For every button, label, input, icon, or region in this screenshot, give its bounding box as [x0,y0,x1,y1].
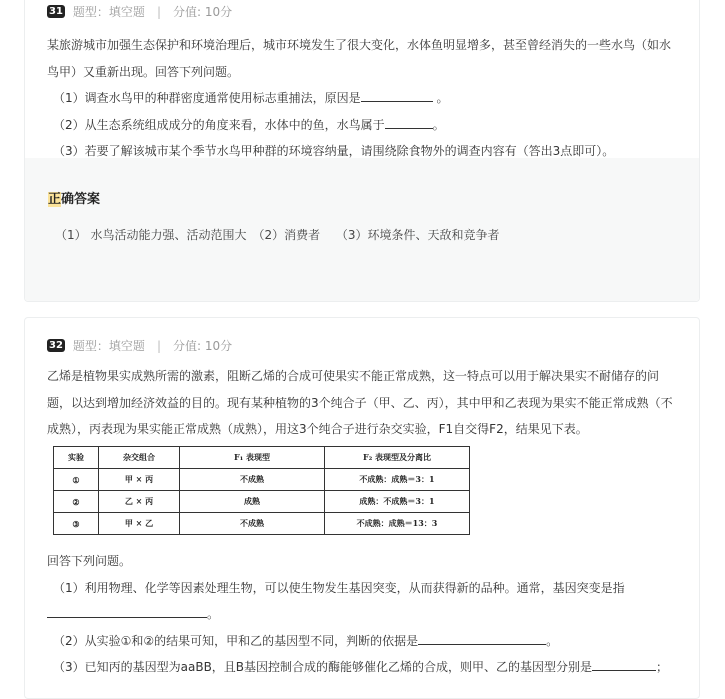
table-cell: 成熟 [180,491,325,513]
sub-question-3: （3）已知丙的基因型为aaBB，且B基因控制合成的酶能够催化乙烯的合成，则甲、乙的基因型分别是 ； [53,660,669,674]
answer-text: （1） 水鸟活动能力强、活动范围大 （2）消费者 （3）环境条件、天敌和竞争者 [55,228,500,242]
sub-question-3: （3）若要了解该城市某个季节水鸟甲种群的环境容纳量，请围绕除食物外的调查内容有（答出3点即可）。 [53,144,615,158]
table-cell: 甲 × 丙 [99,469,180,491]
table-header: F₂ 表现型及分离比 [325,447,470,469]
sub-question-2: （2）从生态系统组成成分的角度来看，水体中的鱼，水鸟属于 。 [53,117,445,132]
table-cell: 成熟：不成熟＝3：1 [325,491,470,513]
table-cell: 不成熟：成熟＝3：1 [325,469,470,491]
table-row [54,513,470,535]
sub-questions [47,548,679,681]
question-number-badge: 31 [49,6,63,17]
answer-blank [47,605,207,618]
question-card-31 [24,0,700,302]
results-table [53,446,470,535]
prompt: 回答下列问题。 [47,554,132,568]
answer-panel [25,158,699,301]
divider: | [156,4,161,19]
sub-question-1-blank: 。 [47,601,679,628]
table-cell: ③ [54,513,99,535]
table-header: 杂交组合 [99,447,180,469]
table-row [54,491,470,513]
answer-blank [385,116,433,129]
answer-blank [361,89,433,102]
answer-blank [418,632,546,645]
question-header [47,3,232,20]
table-cell: 乙 × 丙 [99,491,180,513]
table-cell: 不成熟 [180,513,325,535]
answer-title: 正确答案 [48,192,101,207]
table-cell: 甲 × 乙 [99,513,180,535]
question-score: 分值: 10分 [172,339,233,353]
table-header: 实验 [54,447,99,469]
sub-question-2: （2）从实验①和②的结果可知，甲和乙的基因型不同，判断的依据是 。 [53,633,559,648]
table-cell: 不成熟 [180,469,325,491]
table-header-row [54,447,470,469]
question-body [47,32,679,165]
question-score: 分值: 10分 [172,5,233,19]
table-row [54,469,470,491]
question-card-32 [24,317,700,699]
sub-question-1: （1）调查水鸟甲的种群密度通常使用标志重捕法，原因是 。 [53,91,449,105]
sub-question-1: （1）利用物理、化学等因素处理生物，可以使生物发生基因突变，从而获得新的品种。通常，基因突变是指 [53,580,625,595]
table-cell: 不成熟：成熟＝13：3 [325,513,470,535]
table-cell: ② [54,491,99,513]
question-stem: 某旅游城市加强生态保护和环境治理后，城市环境发生了很大变化，水体鱼明显增多，甚至曾经消失的一些水鸟（如水鸟甲）又重新出现。回答下列问题。 [47,38,672,79]
question-type: 题型：填空题 [72,5,145,19]
answer-blank [592,658,656,671]
table-header: F₁ 表现型 [180,447,325,469]
question-stem: 乙烯是植物果实成熟所需的激素，阻断乙烯的合成可使果实不能正常成熟，这一特点可以用于解决果实不耐储存的问题，以达到增加经济效益的目的。现有某种植物的3个纯合子（甲、乙、丙），其中甲和乙表现为果实不能正常成熟（不成熟），丙表现为果实能正常成熟（成熟），用这3个纯合子进行杂交实验，F1自交得F2，结果见下表。 [47,369,673,436]
question-header [47,337,232,354]
question-type: 题型：填空题 [72,339,145,353]
divider: | [156,338,161,353]
table-cell: ① [54,469,99,491]
question-number-badge: 32 [49,340,63,351]
